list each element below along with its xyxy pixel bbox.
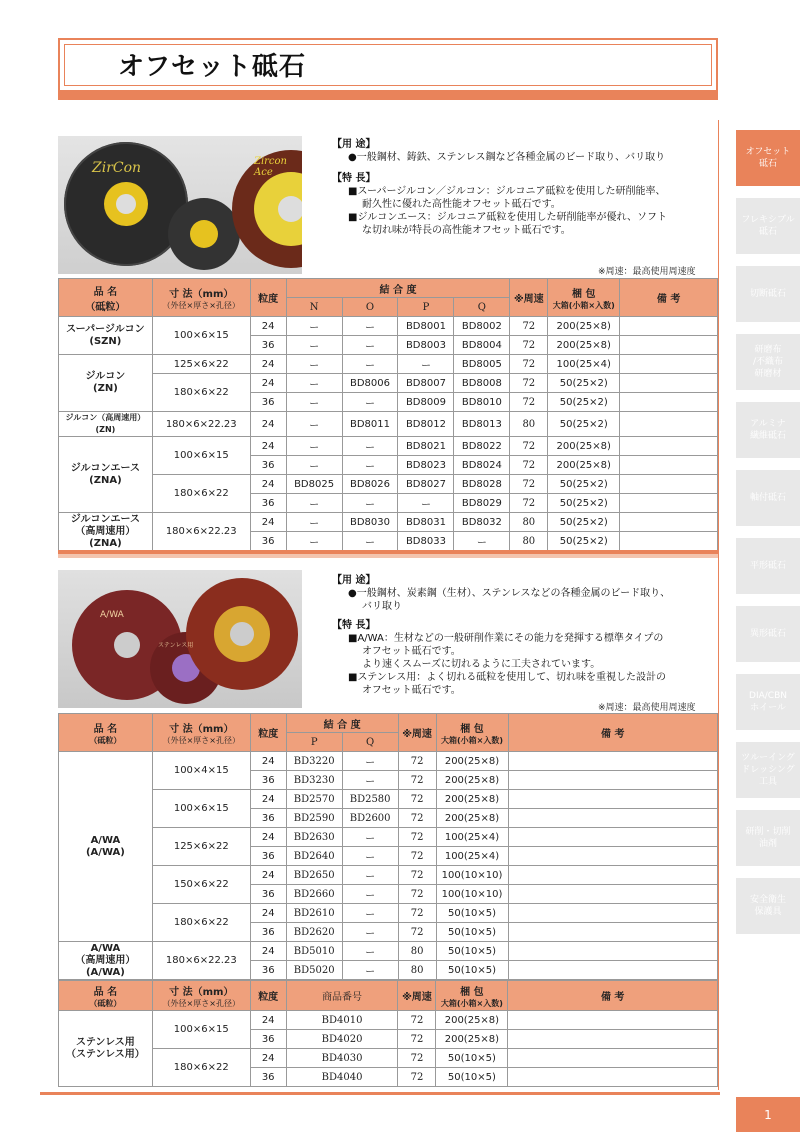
table-row: 100×6×15 24 BD2570 BD2580 72 200(25×8) — [59, 790, 718, 809]
photo-label-stainless: ステンレス用 — [158, 642, 194, 649]
sidebar-item-8[interactable]: DIA/CBN ホイール — [736, 674, 800, 730]
table-row: 180×6×22 24 BD8025 BD8026 BD8027 BD8028 72 50(25×2) — [59, 475, 718, 494]
table-row: 36 BD2590 BD2600 72 200(25×8) — [59, 809, 718, 828]
section1-description: 【用 途】 ●一般鋼材、鋳鉄、ステンレス鋼など各種金属のビード取り、バリ取り 【特 長】 ■スーパージルコン／ジルコン：ジルコニア砥粒を使用した研削能率、 耐久性に優れた高性能オフセット砥石です。 ■ジルコンエース：ジルコニア砥粒を使用した研削能率が優れ、ソフト な切れ味が特長の高性能オフセット砥石です。 — [332, 139, 668, 236]
sidebar-item-6[interactable]: 平形砥石 — [736, 538, 800, 594]
section2-description: 【用 途】 ●一般鋼材、炭素鋼（生材）、ステンレスなどの各種金属のビード取り、 バリ取り 【特 長】 ■A/WA：生材などの一般研削作業にその能力を発揮する標準タイプの オフセット砥石です。 より速くスムーズに切れるように工夫されています。 ■ステンレス用：よく切れる砥粒を使用して、切れ味を重視した設計の オフセット砥石です。 — [332, 575, 671, 696]
sidebar-item-2[interactable]: 切断砥石 — [736, 266, 800, 322]
table-row: ジルコンエース （高周速用） (ZNA) 180×6×22.23 24 ー BD8030 BD8031 BD8032 80 50(25×2) — [59, 513, 718, 532]
table-row: 36 ー ー BD8023 BD8024 72 200(25×8) — [59, 456, 718, 475]
table-row: 180×6×22 24 ー BD8006 BD8007 BD8008 72 50(25×2) — [59, 374, 718, 393]
spec-table-zircon: 品 名 （砥粒） 寸 法（mm） （外径×厚さ×孔径） 粒度 結 合 度 ※周速 梱 包 大箱(小箱×入数) 備 考 N O P Q スーパージルコン (SZN) 100×6×15 24 ー ー BD8001 BD8002 72 200(25×8) 36 ー ー BD8003 BD8004 72 200(25×8) ジルコン (ZN) 125×6×22 24 ー ー ー BD8005 72 100(25×4) 180×6×22 24 ー BD8006 BD8007 BD8008 72 50(25×2) 36 ー ー BD8009 BD8010 72 50(25×2) ジルコン（高周速用） (ZN) 180×6×22.23 24 ー BD8011 BD8012 BD8013 80 50(25×2) ジルコンエース (ZNA) 100×6×15 24 ー ー BD8021 BD8022 72 200(25×8) 36 ー ー BD8023 BD8024 72 200(25×8) 180×6×22 24 BD8025 BD8026 BD8027 BD8028 72 50(25×2) 36 ー ー ー BD8029 72 50(25×2) ジルコンエース （高周速用） (ZNA) 180×6×22.23 24 ー BD8030 BD8031 BD8032 80 50(25×2) 36 ー ー BD8033 ー 80 50(25×2) — [58, 278, 718, 551]
product-photo-zircon — [58, 136, 302, 274]
sidebar-item-1[interactable]: フレキシブル 砥石 — [736, 198, 800, 254]
sidebar-item-9[interactable]: ツルーイング ドレッシング 工具 — [736, 742, 800, 798]
table-row: ジルコン（高周速用） (ZN) 180×6×22.23 24 ー BD8011 BD8012 BD8013 80 50(25×2) — [59, 412, 718, 437]
sidebar-item-4[interactable]: アルミナ 繊維砥石 — [736, 402, 800, 458]
table-row: 36 BD2660 ー 72 100(10×10) — [59, 885, 718, 904]
table-row: 180×6×22 24 BD4030 72 50(10×5) — [59, 1049, 718, 1068]
note-speed-2: ※周速：最高使用周速度 — [598, 703, 696, 713]
table-row: 36 BD4020 72 200(25×8) — [59, 1030, 718, 1049]
table-row: 36 ー ー BD8033 ー 80 50(25×2) — [59, 532, 718, 551]
table-row: 150×6×22 24 BD2650 ー 72 100(10×10) — [59, 866, 718, 885]
table-row: 36 BD5020 ー 80 50(10×5) — [59, 961, 718, 980]
table-row: 36 BD3230 ー 72 200(25×8) — [59, 771, 718, 790]
note-speed-1: ※周速：最高使用周速度 — [598, 267, 696, 277]
table-row: A/WA （高周速用） (A/WA) 180×6×22.23 24 BD5010 ー 80 50(10×5) — [59, 942, 718, 961]
title-frame — [58, 38, 718, 100]
table-row: ジルコンエース (ZNA) 100×6×15 24 ー ー BD8021 BD8022 72 200(25×8) — [59, 437, 718, 456]
table-row: ジルコン (ZN) 125×6×22 24 ー ー ー BD8005 72 100(25×4) — [59, 355, 718, 374]
photo-label-zircon-ace: Zircon Ace — [254, 156, 287, 178]
page-title: オフセット砥石 — [118, 52, 306, 82]
table-row: スーパージルコン (SZN) 100×6×15 24 ー ー BD8001 BD8002 72 200(25×8) — [59, 317, 718, 336]
spec-table-stainless: 品 名 （砥粒） 寸 法（mm） （外径×厚さ×孔径） 粒度 商品番号 ※周速 梱 包 大箱(小箱×入数) 備 考 ステンレス用 （ステンレス用） 100×6×15 24 BD4010 72 200(25×8) 36 BD4020 72 200(25×8) 180×6×22 24 BD4030 72 50(10×5) 36 BD4040 72 50(10×5) — [58, 980, 718, 1087]
table-row: 36 ー ー BD8009 BD8010 72 50(25×2) — [59, 393, 718, 412]
product-photo-awa — [58, 570, 302, 708]
table-row: ステンレス用 （ステンレス用） 100×6×15 24 BD4010 72 200(25×8) — [59, 1011, 718, 1030]
table-row: 36 ー ー ー BD8029 72 50(25×2) — [59, 494, 718, 513]
table-row: A/WA (A/WA) 100×4×15 24 BD3220 ー 72 200(25×8) — [59, 752, 718, 771]
table-row: 36 BD2640 ー 72 100(25×4) — [59, 847, 718, 866]
table-row: 125×6×22 24 BD2630 ー 72 100(25×4) — [59, 828, 718, 847]
sidebar-item-5[interactable]: 軸付砥石 — [736, 470, 800, 526]
table-row: 36 BD2620 ー 72 50(10×5) — [59, 923, 718, 942]
photo-label-awa: A/WA — [100, 610, 124, 620]
sidebar-item-3[interactable]: 研磨布 /不織布 研磨材 — [736, 334, 800, 390]
photo-label-zircon: ZirCon — [92, 160, 142, 176]
sidebar-item-7[interactable]: 異形砥石 — [736, 606, 800, 662]
page-number: 1 — [736, 1097, 800, 1132]
sidebar-item-11[interactable]: 安全衛生 保護具 — [736, 878, 800, 934]
table-row: 36 ー ー BD8003 BD8004 72 200(25×8) — [59, 336, 718, 355]
table-row: 180×6×22 24 BD2610 ー 72 50(10×5) — [59, 904, 718, 923]
spec-table-awa: 品 名 （砥粒） 寸 法（mm） （外径×厚さ×孔径） 粒度 結 合 度 ※周速 梱 包 大箱(小箱×入数) 備 考 P Q A/WA (A/WA) 100×4×15 24 BD3220 ー 72 200(25×8) 36 BD3230 ー 72 200(25×8) 100×6×15 24 BD2570 BD2580 72 200(25×8) 36 BD2590 BD2600 72 200(25×8) 125×6×22 24 BD2630 ー 72 100(25×4) 36 BD2640 ー 72 100(25×4) 150×6×22 24 BD2650 ー 72 100(10×10) 36 BD2660 ー 72 100(10×10) 180×6×22 24 BD2610 ー 72 50(10×5) 36 BD2620 ー 72 50(10×5) A/WA （高周速用） (A/WA) 180×6×22.23 24 BD5010 ー 80 50(10×5) 36 BD5020 ー 80 50(10×5) — [58, 713, 718, 980]
sidebar-item-10[interactable]: 研削・切削 油剤 — [736, 810, 800, 866]
sidebar-item-0[interactable]: オフセット 砥石 — [736, 130, 800, 186]
table-row: 36 BD4040 72 50(10×5) — [59, 1068, 718, 1087]
